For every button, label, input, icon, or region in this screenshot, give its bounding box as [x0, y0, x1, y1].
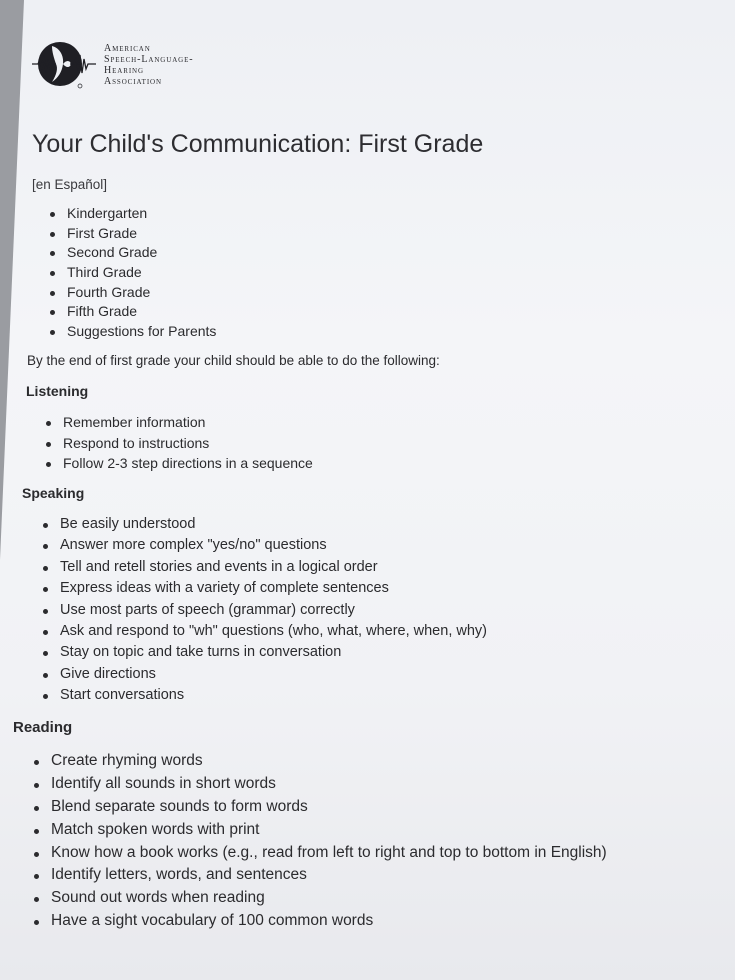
grade-link-fifth-grade[interactable]: Fifth Grade: [50, 302, 216, 322]
listening-heading: Listening: [26, 383, 89, 399]
organization-name-line: American: [104, 43, 151, 54]
asha-emblem-icon: [30, 38, 100, 96]
grade-link-first-grade[interactable]: First Grade: [50, 224, 216, 244]
organization-name-line: Hearing: [104, 65, 144, 76]
asha-logo: [30, 38, 230, 96]
page-title: Your Child's Communication: First Grade: [32, 130, 484, 158]
list-item: Give directions: [43, 664, 487, 685]
list-item: Blend separate sounds to form words: [34, 796, 607, 819]
grade-links-list: [50, 204, 216, 342]
list-item: Know how a book works (e.g., read from left to right and top to bottom in English): [34, 842, 607, 865]
list-item: Identify letters, words, and sentences: [34, 864, 607, 887]
list-item: Create rhyming words: [34, 750, 607, 773]
organization-name: [104, 43, 194, 87]
list-item: Answer more complex "yes/no" questions: [43, 535, 487, 556]
grade-link-fourth-grade[interactable]: Fourth Grade: [50, 283, 216, 303]
list-item: Match spoken words with print: [34, 819, 607, 842]
grade-link-third-grade[interactable]: Third Grade: [50, 263, 216, 283]
listening-list: [46, 412, 313, 474]
list-item: Ask and respond to "wh" questions (who, what, where, when, why): [43, 621, 487, 642]
list-item: Be easily understood: [43, 514, 487, 535]
list-item: Have a sight vocabulary of 100 common words: [34, 910, 607, 933]
organization-name-line: Association: [104, 76, 162, 87]
speaking-heading: Speaking: [22, 485, 85, 501]
list-item: Remember information: [46, 412, 313, 433]
list-item: Express ideas with a variety of complete sentences: [43, 578, 487, 599]
list-item: Sound out words when reading: [34, 887, 607, 910]
grade-link-second-grade[interactable]: Second Grade: [50, 243, 216, 263]
spanish-version-link[interactable]: [en Español]: [32, 177, 108, 192]
list-item: Stay on topic and take turns in conversation: [43, 642, 487, 663]
suggestions-for-parents-link[interactable]: Suggestions for Parents: [50, 322, 216, 342]
speaking-list: [43, 514, 487, 707]
intro-text: By the end of first grade your child should be able to do the following:: [27, 353, 440, 368]
grade-link-kindergarten[interactable]: Kindergarten: [50, 204, 216, 224]
list-item: Follow 2-3 step directions in a sequence: [46, 453, 313, 474]
list-item: Use most parts of speech (grammar) correctly: [43, 600, 487, 621]
reading-list: [34, 750, 607, 933]
reading-heading: Reading: [13, 719, 73, 736]
list-item: Identify all sounds in short words: [34, 773, 607, 796]
list-item: Start conversations: [43, 685, 487, 706]
list-item: Respond to instructions: [46, 433, 313, 454]
organization-name-line: Speech-Language-: [104, 54, 194, 65]
list-item: Tell and retell stories and events in a logical order: [43, 557, 487, 578]
